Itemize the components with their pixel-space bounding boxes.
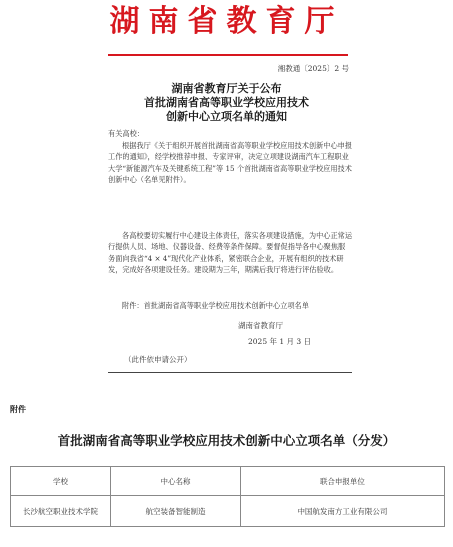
cell-school: 长沙航空职业技术学院 — [11, 496, 111, 527]
project-roster-table — [10, 466, 445, 527]
signing-date: 2025 年 1 月 3 日 — [248, 337, 312, 346]
notice-title — [100, 82, 353, 124]
notice-title-line-3: 创新中心立项名单的通知 — [166, 110, 287, 123]
body-paragraph-2: 各高校要切实履行中心建设主体责任，落实各项建设措施，为中心正常运行提供人员、场地、仪器设备、经费等条件保障。要督促指导各中心聚焦服务面向我省“4 × 4”现代化产业体系，紧密联合企业，开展有组织的技术研发，完成好各项建设任务。建设期为三年，期满后我厅将进行评估验收。 — [108, 231, 353, 275]
body-paragraph-1: 根据我厅《关于组织开展首批湖南省高等职业学校应用技术创新中心申报工作的通知》，经学校推荐申报、专家评审，决定立项建设湖南汽车工程职业大学“新能源汽车及关键系统工程”等 15 个首批湖南省高等职业学校应用技术创新中心（名单见附件）。 — [108, 141, 353, 185]
cell-center: 航空装备智能制造 — [111, 496, 241, 527]
notice-title-line-2: 首批湖南省高等职业学校应用技术 — [144, 96, 309, 109]
org-red-header: 湖南省教育厅 — [109, 4, 344, 39]
table-row — [11, 496, 445, 527]
salutation: 有关高校： — [108, 129, 144, 138]
column-header-center: 中心名称 — [111, 467, 241, 496]
disclosure-note: （此件依申请公开） — [124, 355, 192, 364]
notice-title-line-1: 湖南省教育厅关于公布 — [171, 82, 282, 95]
header-red-rule — [108, 54, 348, 56]
attachment-title: 首批湖南省高等职业学校应用技术创新中心立项名单（分发） — [57, 433, 396, 448]
signing-organization: 湖南省教育厅 — [238, 321, 283, 330]
column-header-partner: 联合申报单位 — [240, 467, 444, 496]
footer-rule — [108, 372, 352, 373]
cell-partner: 中国航发南方工业有限公司 — [240, 496, 444, 527]
table-header-row — [11, 467, 445, 496]
attachment-label: 附件 — [10, 404, 26, 414]
doc-number: 湘教通〔2025〕2 号 — [277, 64, 349, 73]
attachment-reference: 附件：首批湖南省高等职业学校应用技术创新中心立项名单 — [122, 301, 309, 310]
column-header-school: 学校 — [11, 467, 111, 496]
